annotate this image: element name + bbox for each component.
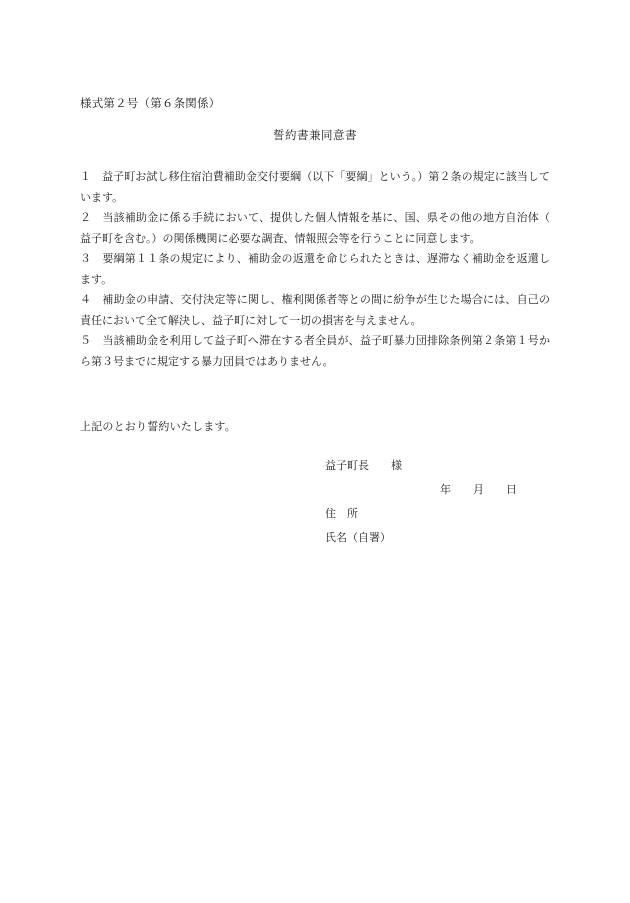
document-title: 誓約書兼同意書 xyxy=(273,128,357,142)
date-line: 年 月 日 xyxy=(440,483,517,496)
name-label: 氏名（自署） xyxy=(325,531,391,544)
addressee-line: 益子町長 様 xyxy=(325,459,402,472)
address-label: 住 所 xyxy=(325,507,358,520)
pledge-item-5: ５ 当該補助金を利用して益子町へ滞在する者全員が、益子町暴力団排除条例第２条第１号から第３号までに規定する暴力団員ではありません。 xyxy=(80,334,550,368)
pledge-item-4: ４ 補助金の申請、交付決定等に関し、権利関係者等との間に紛争が生じた場合には、自己の責任において全て解決し、益子町に対して一切の損害を与えません。 xyxy=(80,293,550,327)
pledge-item-1: １ 益子町お試し移住宿泊費補助金交付要綱（以下「要綱」という。）第２条の規定に該当しています。 xyxy=(80,170,550,204)
closing-statement: 上記のとおり誓約いたします。 xyxy=(80,420,236,433)
pledge-items-list xyxy=(80,167,550,372)
pledge-item-3: ３ 要綱第１１条の規定により、補助金の返還を命じられたときは、遅滞なく補助金を返還します。 xyxy=(80,252,550,286)
pledge-item-2: ２ 当該補助金に係る手続において、提供した個人情報を基に、国、県その他の地方自治体（益子町を含む。）の関係機関に必要な調査、情報照会等を行うことに同意します。 xyxy=(80,211,550,245)
form-number-label: 様式第２号（第６条関係） xyxy=(80,96,221,110)
